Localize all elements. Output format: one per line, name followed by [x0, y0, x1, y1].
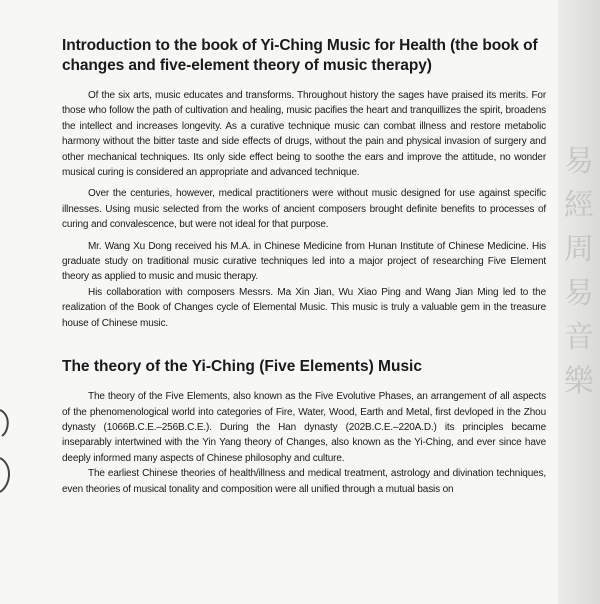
- side-strip: [558, 0, 600, 604]
- section-2-paragraph: The theory of the Five Elements, also known as the Five Evolutive Phases, an arrangement of all aspects of the phenomenological world into categories of Fire, Water, Wood, Earth and Metal, first devloped in the Zhou dynasty (1066B.C.E.–256B.C.E.). During the Han dynasty (202B.C.E.–220A.D.) its principles became inseparably intertwined with the Yin Yang theory of Changes, also known as the Yi-Ching, and ever since have deeply informed many aspects of Chinese philosophy and culture.: [62, 391, 546, 464]
- section-2-paragraph: The earliest Chinese theories of health/illness and medical treatment, astrology and divination techniques, even theories of musical tonality and composition were all unified through a mutual basis on: [62, 468, 546, 495]
- decorative-curl: [0, 400, 14, 500]
- page-content: [62, 36, 546, 497]
- section-1-paragraph: Of the six arts, music educates and transforms. Throughout history the sages have praised its merits. For those who follow the path of cultivation and healing, music pacifies the heart and tranquillizes the spirit, broadens the intellect and increases longevity. As a curative technique music can combat illness and restore metabolic harmony without the bitter taste and side effects of drugs, without the pain and physical invasion of surgery and other mechanical techniques. Its only side effect being to soothe the ears and improve the attitude, no wonder musical curing is considered an appropriate and advanced technique.: [62, 90, 546, 179]
- section-2-title: The theory of the Yi-Ching (Five Elements) Music: [62, 358, 422, 376]
- side-chinese-text: 易經周易音樂: [564, 144, 594, 399]
- section-1-paragraph: Mr. Wang Xu Dong received his M.A. in Chinese Medicine from Hunan Institute of Chinese Medicine. His graduate study on traditional music curative techniques led into a major project of researching Five Element theory as applied to music and music therapy.: [62, 240, 546, 283]
- section-1-paragraph: Over the centuries, however, medical practitioners were without music designed for use against specific illnesses. Using music selected from the works of ancient composers brought definite benefits to processes of curing and convalescence, but were not ideal for that purpose.: [62, 188, 546, 231]
- section-1-title: Introduction to the book of Yi-Ching Music for Health (the book of changes and five-element theory of music therapy): [62, 37, 538, 74]
- section-1-paragraph: His collaboration with composers Messrs. Ma Xin Jian, Wu Xiao Ping and Wang Jian Ming led to the realization of the Book of Changes cycle of Elemental Music. This music is truly a valuable gem in the treasure house of Chinese music.: [62, 286, 546, 329]
